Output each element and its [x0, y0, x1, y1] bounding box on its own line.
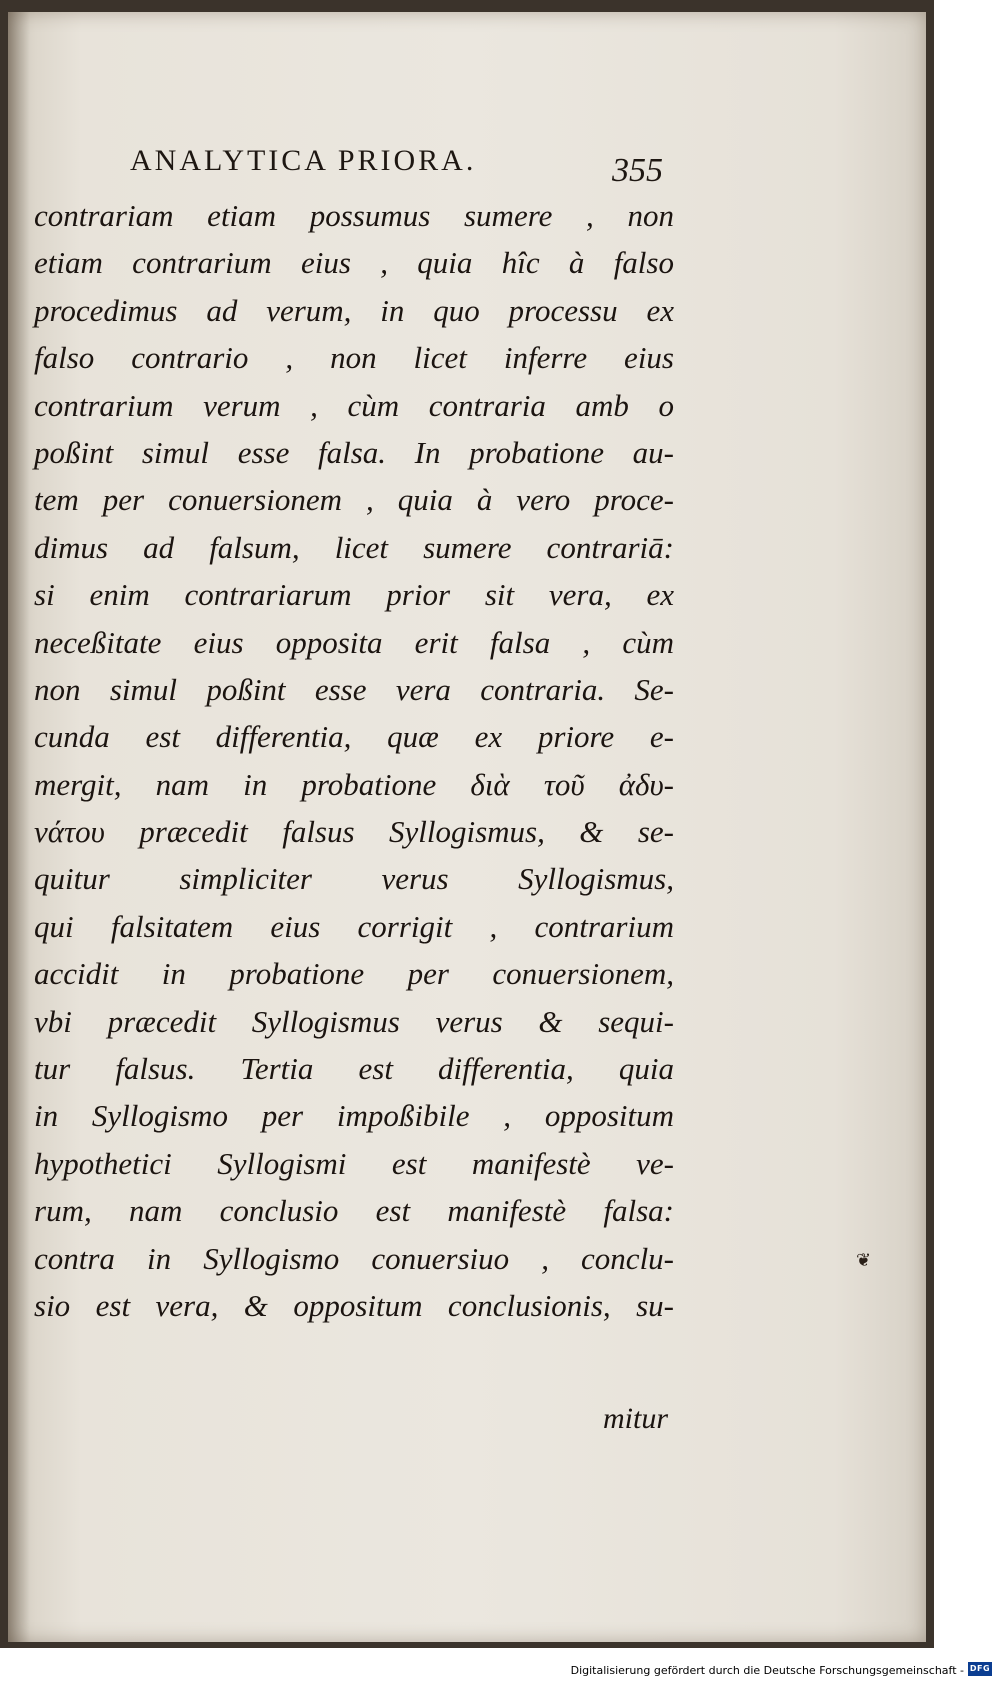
text-line: in Syllogismo per impoßibile , oppositum [34, 1098, 674, 1134]
text-line: mergit, nam in probatione διὰ τοῦ ἀδυ- [34, 766, 674, 802]
funding-credit: Digitalisierung gefördert durch die Deutsche Forschungsgemeinschaft - [570, 1664, 964, 1677]
gutter-shadow [8, 12, 30, 1642]
text-line: hypothetici Syllogismi est manifestè ve- [34, 1145, 674, 1181]
text-line: tem per conuersionem , quia à vero proce- [34, 482, 674, 518]
text-line: neceßitate eius opposita erit falsa , cùm [34, 624, 674, 660]
margin-mark-icon: ❦ [856, 1250, 872, 1271]
text-line: qui falsitatem eius corrigit , contrarium [34, 908, 674, 944]
book-page [8, 12, 926, 1642]
text-line: rum, nam conclusio est manifestè falsa: [34, 1193, 674, 1229]
text-line: falso contrario , non licet inferre eius [34, 340, 674, 376]
catchword: mitur [602, 1402, 668, 1435]
text-line: contrarium verum , cùm contraria amb o [34, 387, 674, 423]
text-line: accidit in probatione per conuersionem, [34, 956, 674, 992]
page-number: 355 [612, 152, 663, 189]
body-text [34, 192, 674, 1329]
dfg-logo-icon: DFG [968, 1662, 992, 1676]
text-line: vbi præcedit Syllogismus verus & sequi- [34, 1003, 674, 1039]
running-head: ANALYTICA PRIORA. [130, 144, 477, 177]
text-line: procedimus ad verum, in quo processu ex [34, 292, 674, 328]
text-line: sio est vera, & oppositum conclusionis, su- [34, 1287, 674, 1323]
text-line: poßint simul esse falsa. In probatione au- [34, 434, 674, 470]
text-line: contrariam etiam possumus sumere , non [34, 198, 674, 233]
text-line: νάτου præcedit falsus Syllogismus, & se- [34, 814, 674, 850]
text-line: non simul poßint esse vera contraria. Se- [34, 671, 674, 707]
text-line: etiam contrarium eius , quia hîc à falso [34, 245, 674, 281]
text-line: cunda est differentia, quæ ex priore e- [34, 719, 674, 755]
text-line: dimus ad falsum, licet sumere contrariā: [34, 529, 674, 565]
text-line: quitur simpliciter verus Syllogismus, [34, 861, 674, 897]
text-line: contra in Syllogismo conuersiuo , conclu- [34, 1240, 674, 1276]
footer-bar [0, 1658, 1000, 1685]
text-line: si enim contrariarum prior sit vera, ex [34, 577, 674, 613]
text-line: tur falsus. Tertia est differentia, quia [34, 1051, 674, 1087]
